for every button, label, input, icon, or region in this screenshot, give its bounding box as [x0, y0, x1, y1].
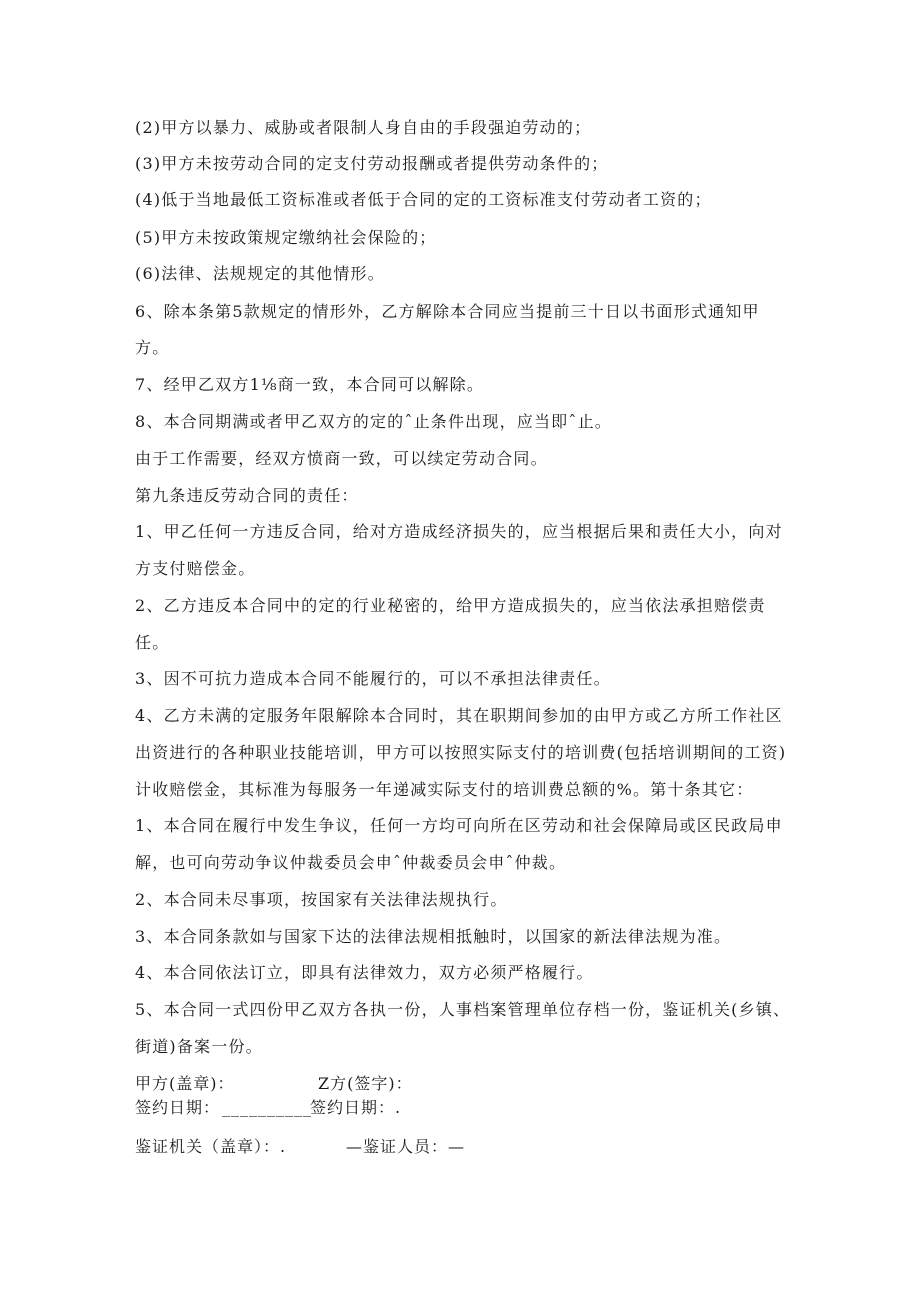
authority-seal-label: 鉴证机关（盖章）：.: [135, 1137, 287, 1156]
paragraph-line: 1、本合同在履行中发生争议，任何一方均可向所在区劳动和社会保障局或区民政局申: [135, 816, 783, 835]
sign-date-b-label: 签约日期：.: [310, 1098, 402, 1117]
paragraph-line: 方。: [135, 338, 170, 357]
paragraph-line: 2、本合同未尽事项，按国家有关法律法规执行。: [135, 890, 508, 909]
date-blank-line: __________: [222, 1098, 312, 1117]
paragraph-line: 8、本合同期满或者甲乙双方的定的ˆ止条件出现，应当即ˆ止。: [135, 412, 612, 431]
paragraph-line: 1、甲乙任何一方违反合同，给对方造成经济损失的，应当根据后果和责任大小，向对: [135, 522, 783, 541]
paragraph-line: (6)法律、法规规定的其他情形。: [135, 264, 385, 283]
paragraph-line: (2)甲方以暴力、威胁或者限制人身自由的手段强迫劳动的；: [135, 118, 592, 137]
paragraph-line: 由于工作需要，经双方愤商一致，可以续定劳动合同。: [135, 449, 548, 468]
paragraph-line: 4、乙方未满的定服务年限解除本合同时，其在职期间参加的由甲方或乙方所工作社区: [135, 706, 783, 725]
paragraph-line: (5)甲方未按政策规定缴纳社会保险的；: [135, 228, 437, 247]
paragraph-line: 7、经甲乙双方1⅛商一致，本合同可以解除。: [135, 375, 485, 394]
sign-date-a-label: 签约日期：: [135, 1098, 221, 1117]
paragraph-line: (3)甲方未按劳动合同的定支付劳动报酬或者提供劳动条件的；: [135, 154, 609, 173]
party-b-sign-label: Z方(签字)：: [318, 1074, 413, 1093]
paragraph-line: 方支付赔偿金。: [135, 559, 256, 578]
section-heading: 第九条违反劳动合同的责任：: [135, 486, 359, 505]
paragraph-line: 5、本合同一式四份甲乙双方各执一份，人事档案管理单位存档一份，鉴证机关(乡镇、: [135, 1000, 791, 1019]
paragraph-line: 6、除本条第5款规定的情形外，乙方解除本合同应当提前三十日以书面形式通知甲: [135, 302, 760, 321]
paragraph-line: 任。: [135, 633, 170, 652]
paragraph-line: 解，也可向劳动争议仲裁委员会申ˆ仲裁委员会申ˆ仲裁。: [135, 853, 567, 872]
paragraph-line: 计收赔偿金，其标准为每服务一年递减实际支付的培训费总额的%。第十条其它：: [135, 780, 754, 799]
paragraph-line: 3、因不可抗力造成本合同不能履行的，可以不承担法律责任。: [135, 669, 611, 688]
paragraph-line: 2、乙方违反本合同中的定的行业秘密的，给甲方造成损失的，应当依法承担赔偿责: [135, 596, 766, 615]
authority-person-label: —鉴证人员：—: [346, 1137, 466, 1156]
paragraph-line: 3、本合同条款如与国家下达的法律法规相抵触时，以国家的新法律法规为准。: [135, 927, 732, 946]
paragraph-line: 4、本合同依法订立，即具有法律效力，双方必须严格履行。: [135, 963, 594, 982]
paragraph-line: 出资进行的各种职业技能培训，甲方可以按照实际支付的培训费(包括培训期间的工资): [135, 743, 787, 762]
party-a-seal-label: 甲方(盖章)：: [135, 1074, 235, 1093]
paragraph-line: (4)低于当地最低工资标准或者低于合同的定的工资标准支付劳动者工资的；: [135, 190, 712, 209]
paragraph-line: 街道)备案一份。: [135, 1037, 263, 1056]
